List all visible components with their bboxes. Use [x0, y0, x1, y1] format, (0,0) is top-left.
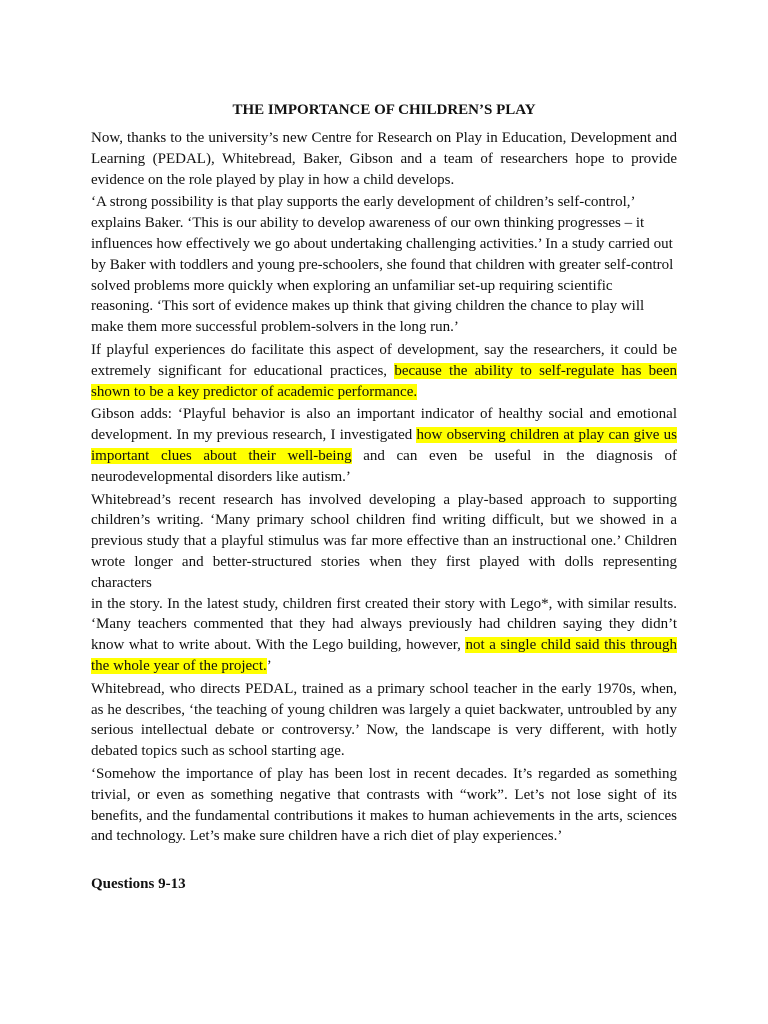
paragraph-text: Gibson adds: ‘Playful behavior is also an important indicator of healthy social and emotional development. In my previous research, I investigated	[91, 406, 677, 444]
questions-heading: Questions 9-13	[91, 876, 186, 892]
paragraph-lego-study	[91, 594, 677, 677]
paragraph-gibson	[91, 404, 677, 487]
document-title: THE IMPORTANCE OF CHILDREN’S PLAY	[232, 102, 536, 118]
highlighted-text: not a single child said this through the whole year of the project.	[91, 637, 677, 674]
paragraph-baker-self-control: ‘A strong possibility is that play supports the early development of children’s self-control,’ explains Baker. ‘This is our ability to develop awareness of our own thinking progresses – it influences how effectively we go about undertaking challenging activities.’ In a study carried out by Baker with toddlers and young pre-schoolers, she found that children with greater self-control solved problems more quickly when exploring an unfamiliar set-up requiring scientific reasoning. ‘This sort of evidence makes up think that giving children the chance to play will make them more successful problem-solvers in the long run.’	[91, 194, 674, 336]
document-body	[91, 100, 677, 849]
paragraph-text: ’	[266, 657, 272, 674]
paragraph-text: and can even be useful in the diagnosis of neurodevelopmental disorders like autism.’	[91, 447, 677, 485]
paragraph-whitebread-writing: Whitebread’s recent research has involved developing a play-based approach to supporting children’s writing. ‘Many primary school children find writing difficult, but we showed in a previous study that a playful stimulus was far more effective than an instructional one.’ Children wrote longer and better-structured stories when they first played with dolls representing characters	[91, 491, 677, 591]
highlighted-text: because the ability to self-regulate has been shown to be a key predictor of academic performance.	[91, 362, 677, 400]
paragraph-educational-practices	[91, 340, 677, 402]
paragraph-importance-of-play: ‘Somehow the importance of play has been lost in recent decades. It’s regarded as something trivial, or even as something negative that contrasts with “work”. Let’s not lose sight of its benefits, and the fundamental contributions it makes to human achievements in the arts, sciences and technology. Let’s make sure children have a rich diet of play experiences.’	[91, 765, 677, 845]
paragraph-text: in the story. In the latest study, children first created their story with Lego*, with similar results. ‘Many teachers commented that they had always previously had children saying they didn’t know what to write about. With the Lego building, however,	[91, 595, 677, 654]
highlighted-text: how observing children at play can give us important clues about their well-being	[91, 427, 677, 464]
paragraph-intro: Now, thanks to the university’s new Centre for Research on Play in Education, Development and Learning (PEDAL), Whitebread, Baker, Gibson and a team of researchers hope to provide evidence on the role played by play in how a child develops.	[91, 130, 677, 188]
paragraph-whitebread-background: Whitebread, who directs PEDAL, trained as a primary school teacher in the early 1970s, when, as he describes, ‘the teaching of young children was largely a quiet backwater, untroubled by any serious intellectual debate or controversy.’ Now, the landscape is very different, with hotly debated topics such as school starting age.	[91, 680, 677, 760]
paragraph-text: If playful experiences do facilitate this aspect of development, say the researchers, it could be extremely significant for educational practices,	[91, 341, 677, 379]
